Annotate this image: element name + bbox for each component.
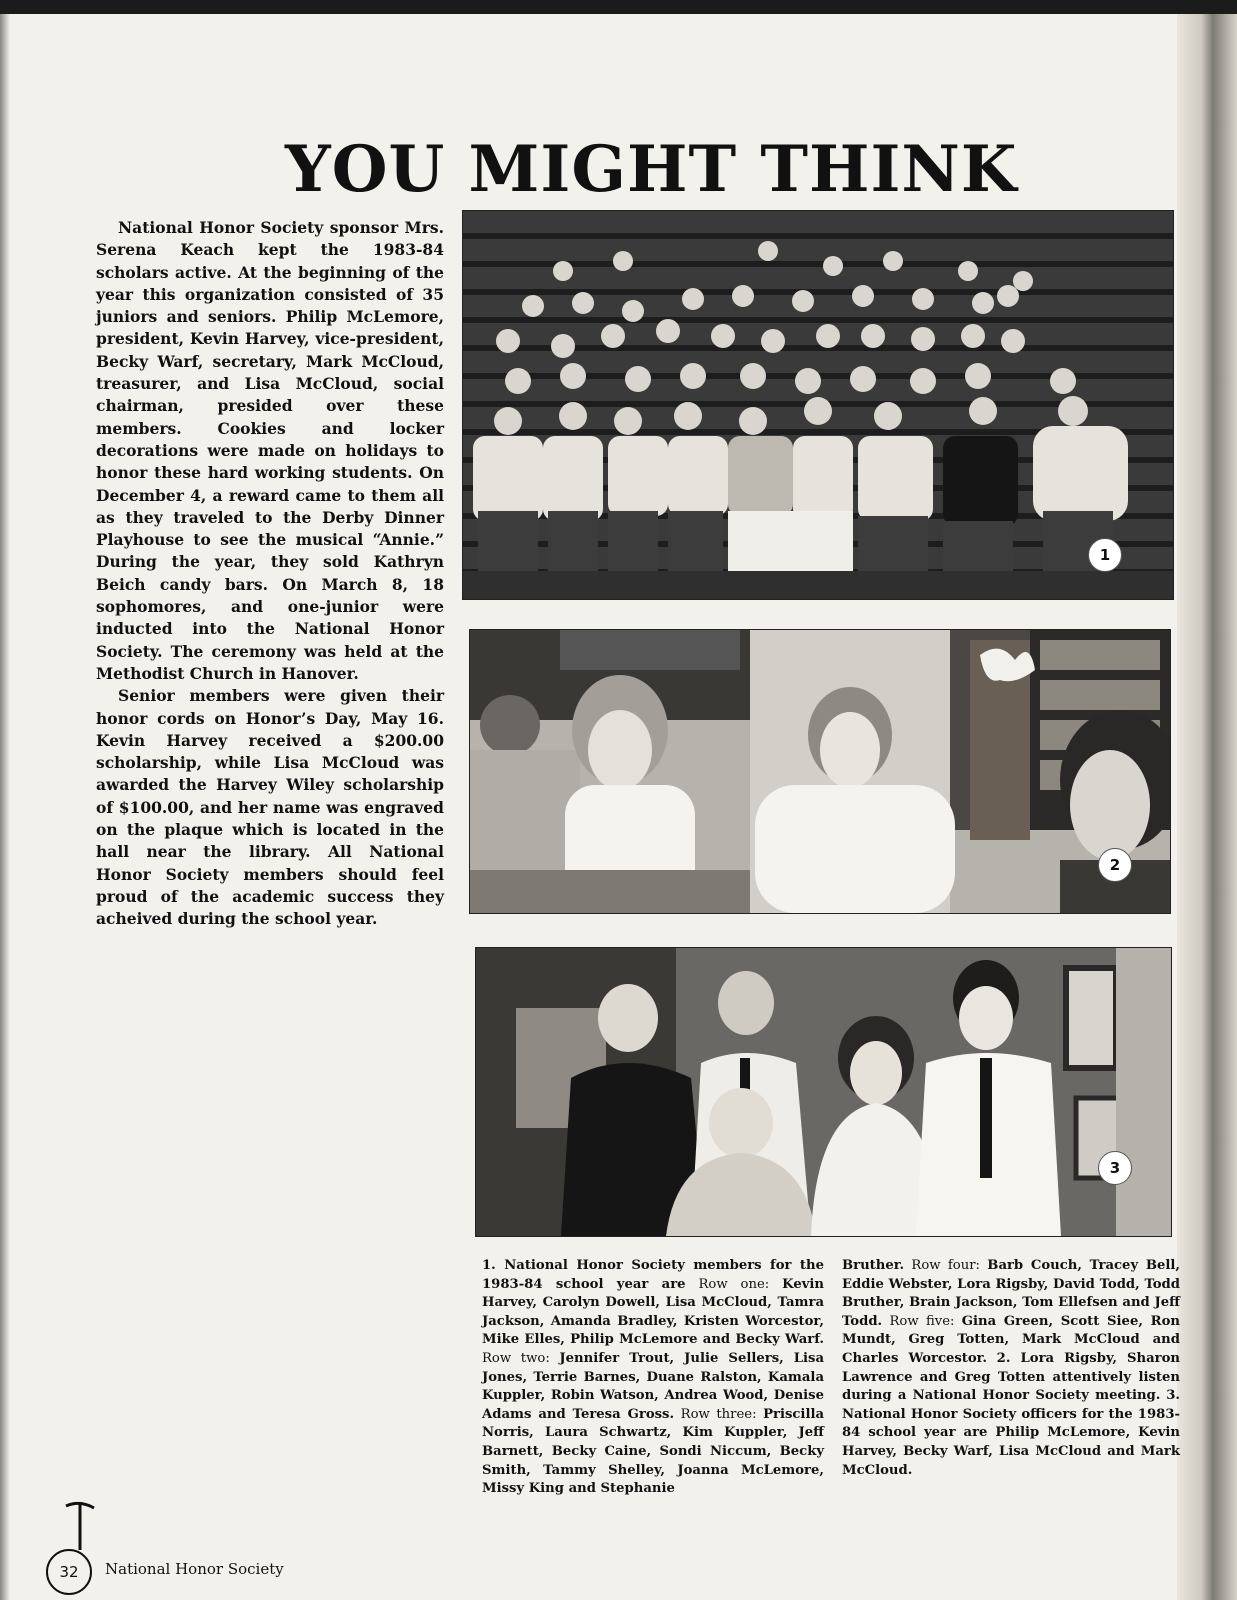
caption-row-four-names: Barb Couch, Tracey Bell, Eddie Webster, Lora Rigsby, David Todd, Todd Bruther, Brain Jackson, Tom Ellefsen and Jeff Todd. xyxy=(842,1258,1180,1329)
caption-row-two-names: Jennifer Trout, Julie Sellers, Lisa Jones, Terrie Barnes, Duane Ralston, Kamala Kuppler, Robin Watson, Andrea Wood, Denise Adams and Teresa Gross. xyxy=(482,1350,824,1422)
caption-row-one-label: Row one: xyxy=(698,1276,770,1292)
photo-2-number-badge: 2 xyxy=(1098,848,1132,882)
caption-photo-3: 3. National Honor Society officers for the 1983-84 school year are Philip McLemore, Kevin Harvey, Becky Warf, Lisa McCloud and Mark McCloud. xyxy=(842,1388,1180,1478)
library-meeting-scene xyxy=(470,630,1170,913)
page-left-shadow xyxy=(0,14,10,1600)
photo-1-number-badge: 1 xyxy=(1088,538,1122,572)
caption-column-1 xyxy=(482,1257,824,1499)
caption-photo-2: 2. Lora Rigsby, Sharon Lawrence and Greg Totten attentively listen during a National Honor Society meeting. xyxy=(842,1350,1180,1404)
officers-scene xyxy=(476,948,1171,1236)
caption-row-four-label: Row four: xyxy=(911,1258,980,1273)
caption-row-five-label: Row five: xyxy=(889,1313,955,1329)
caption-row-three-label: Row three: xyxy=(680,1406,757,1422)
caption-row-two-label: Row two: xyxy=(482,1350,550,1366)
article-paragraph-2: Senior members were given their honor cords on Honor’s Day, May 16. Kevin Harvey received a $200.00 scholarship, while Lisa McCloud was awarded the Harvey Wiley scholarship of $100.00, and her name was engraved on the plaque which is located in the hall near the library. All National Honor Society members should feel proud of the academic success they acheived during the school year. xyxy=(96,686,444,929)
officers-photo xyxy=(475,947,1172,1237)
section-label: National Honor Society xyxy=(105,1560,284,1578)
caption-1-intro: 1. National Honor Society members for the 1983-84 school year are xyxy=(482,1258,824,1292)
group-photo-figures xyxy=(463,211,1173,599)
article-paragraph-1: National Honor Society sponsor Mrs. Serena Keach kept the 1983-84 scholars active. At the beginning of the year this organization consisted of 35 juniors and seniors. Philip McLemore, president, Kevin Harvey, vice-president, Becky Warf, secretary, Mark McCloud, treasurer, and Lisa McCloud, social chairman, presided over these members. Cookies and locker decorations were made on holidays to honor these hard working students. On December 4, a reward came to them all as they traveled to the Derby Dinner Playhouse to see the musical “Annie.” During the year, they sold Kathryn Beich candy bars. On March 8, 18 sophomores, and one-junior were inducted into the National Honor Society. The ceremony was held at the Methodist Church in Hanover. xyxy=(96,218,444,683)
page-title: YOU MIGHT THINK xyxy=(285,132,1018,207)
library-meeting-photo xyxy=(469,629,1171,914)
caption-row-one-names: Kevin Harvey, Carolyn Dowell, Lisa McCloud, Tamra Jackson, Amanda Bradley, Kristen Worcestor, Mike Elles, Philip McLemore and Becky Warf. xyxy=(482,1276,824,1348)
caption-row-three-end: Bruther. xyxy=(842,1258,905,1273)
page-top-edge xyxy=(0,0,1237,14)
caption-row-three-names: Priscilla Norris, Laura Schwartz, Kim Kuppler, Jeff Barnett, Becky Caine, Sondi Niccum, Becky Smith, Tammy Shelley, Joanna McLemore, Missy King and Stephanie xyxy=(482,1406,825,1497)
article-body xyxy=(96,217,444,931)
caption-row-five-names: Gina Green, Scott Siee, Ron Mundt, Greg Totten, Mark McCloud and Charles Worcestor. xyxy=(842,1313,1180,1366)
group-photo xyxy=(462,210,1174,600)
caption-column-2 xyxy=(842,1257,1180,1480)
photo-3-number-badge: 3 xyxy=(1098,1151,1132,1185)
facing-page-edge xyxy=(1177,14,1237,1600)
page-number: 32 xyxy=(46,1549,92,1595)
